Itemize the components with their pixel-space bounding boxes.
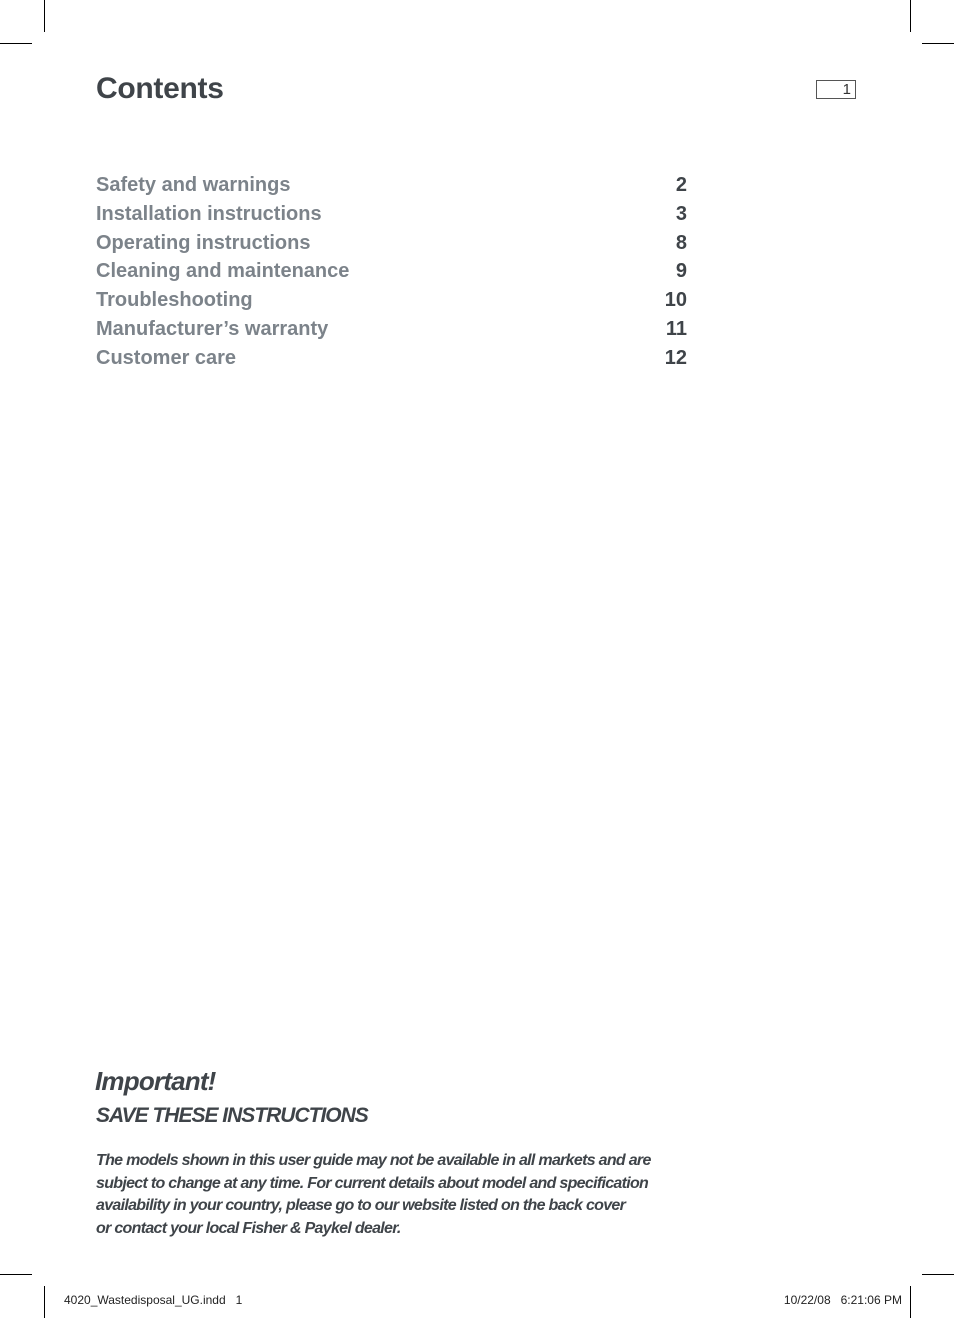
toc-item-page: 10 — [664, 289, 687, 312]
toc-item-warranty[interactable] — [96, 318, 687, 347]
slug-filename: 4020_Wastedisposal_UG.indd 1 — [64, 1293, 243, 1307]
toc-item-page: 12 — [664, 346, 687, 369]
toc-item-page: 2 — [675, 174, 687, 196]
toc-item-page: 3 — [675, 202, 687, 225]
save-instructions-heading: SAVE THESE INSTRUCTIONS — [96, 1104, 368, 1127]
crop-mark — [0, 43, 32, 44]
crop-mark — [44, 0, 45, 32]
crop-mark — [910, 1286, 911, 1318]
important-heading: Important! — [95, 1066, 216, 1096]
disclaimer-line: subject to change at any time. For current details about model and specification — [96, 1174, 649, 1192]
toc-item-label: Installation instructions — [96, 202, 322, 225]
toc-item-page: 9 — [675, 260, 687, 283]
toc-item-label: Manufacturer’s warranty — [96, 317, 329, 340]
crop-mark — [0, 1274, 32, 1275]
disclaimer-text — [96, 1150, 656, 1240]
table-of-contents — [96, 174, 687, 376]
toc-item-page: 8 — [675, 231, 687, 254]
toc-item-page: 11 — [665, 317, 687, 340]
toc-item-label: Customer care — [96, 346, 237, 369]
toc-item-label: Safety and warnings — [96, 174, 291, 196]
toc-item-label: Troubleshooting — [96, 289, 253, 312]
crop-mark — [922, 43, 954, 44]
toc-item-label: Cleaning and maintenance — [96, 260, 350, 283]
toc-item-cleaning[interactable] — [96, 260, 687, 289]
slug-timestamp: 10/22/08 6:21:06 PM — [783, 1293, 902, 1307]
crop-mark — [910, 0, 911, 32]
toc-item-operating[interactable] — [96, 232, 687, 261]
page-number-box: 1 — [816, 80, 856, 99]
toc-item-troubleshooting[interactable] — [96, 289, 687, 318]
disclaimer-line: The models shown in this user guide may not be available in all markets and are — [96, 1152, 651, 1169]
crop-mark — [922, 1274, 954, 1275]
toc-item-installation[interactable] — [96, 203, 687, 232]
disclaimer-line: availability in your country, please go to our website listed on the back cover — [96, 1197, 626, 1215]
toc-item-customer-care[interactable] — [96, 347, 687, 376]
disclaimer-line: or contact your local Fisher & Paykel dealer. — [96, 1219, 401, 1237]
page-title: Contents — [96, 72, 224, 105]
toc-item-label: Operating instructions — [96, 231, 311, 254]
crop-mark — [44, 1286, 45, 1318]
toc-item-safety[interactable] — [96, 174, 687, 203]
